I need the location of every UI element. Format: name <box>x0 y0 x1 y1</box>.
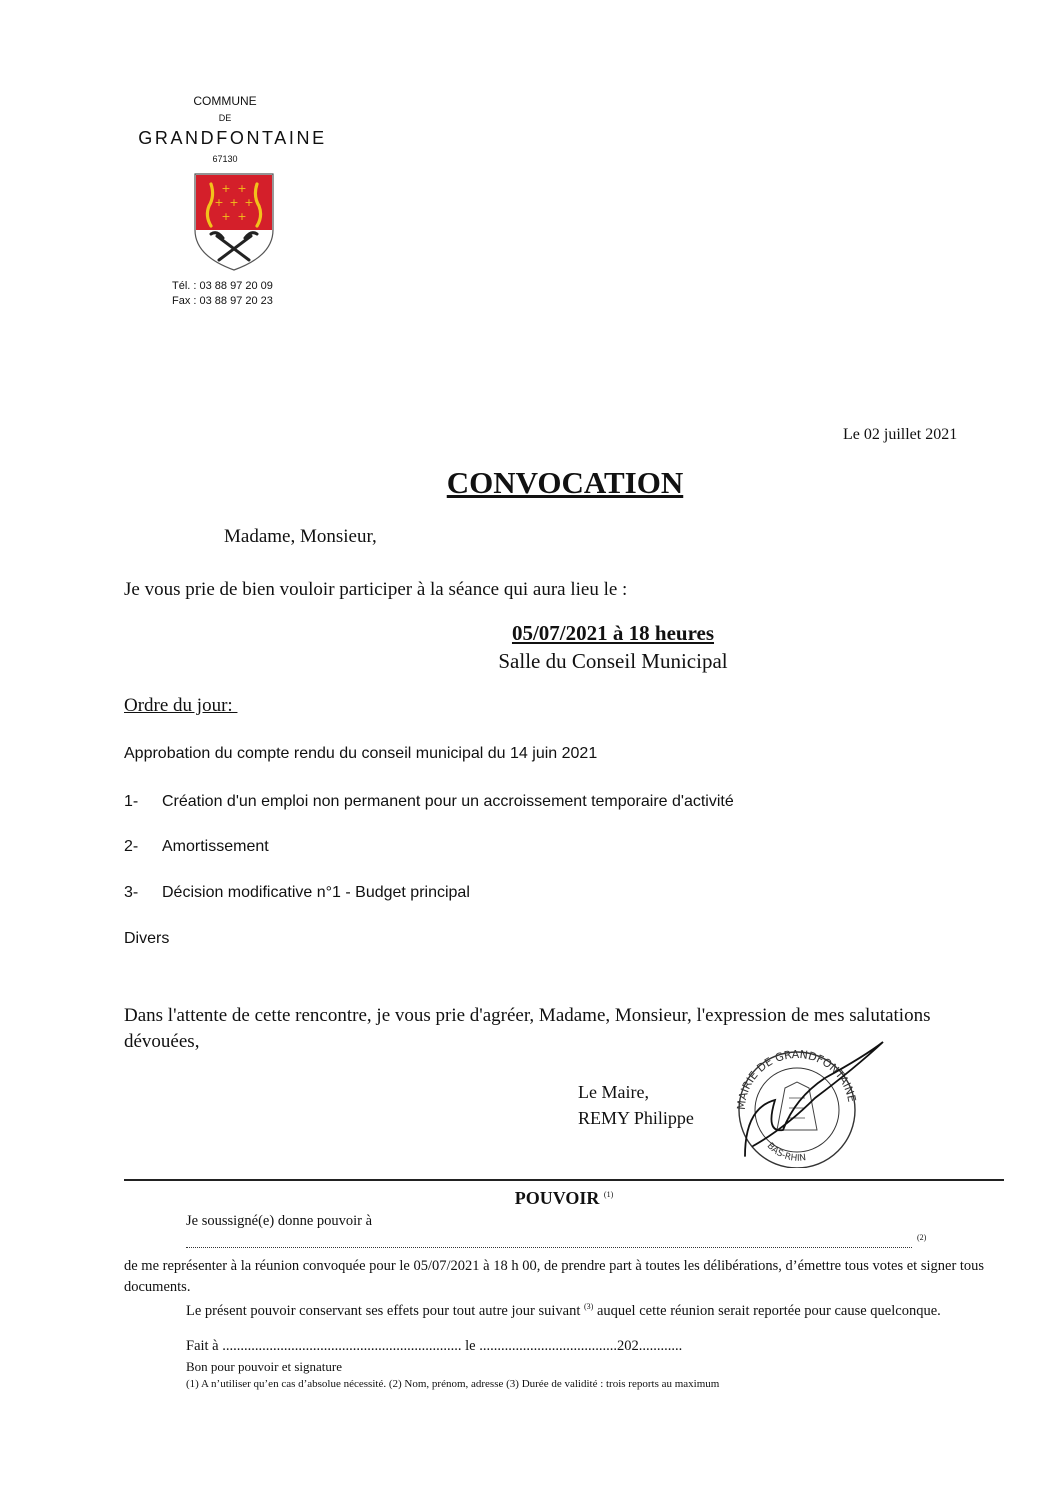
fait-a-line[interactable]: Fait à .................................................................. le ......................................202............ <box>186 1338 683 1354</box>
commune-label: COMMUNE <box>193 94 257 108</box>
svg-text:+: + <box>244 196 254 209</box>
svg-text:+: + <box>237 182 247 195</box>
coat-of-arms-icon <box>193 172 275 272</box>
meeting-datetime: 05/07/2021 à 18 heures <box>511 621 715 645</box>
svg-text:+: + <box>237 210 247 223</box>
agenda-item-text: Création d'un emploi non permanent pour un accroissement temporaire d'activité <box>162 793 734 810</box>
svg-text:+: + <box>214 196 224 209</box>
svg-text:BAS-RHIN: BAS-RHIN <box>764 1141 807 1164</box>
document-title: CONVOCATION <box>446 465 684 500</box>
agenda-item-text: Amortissement <box>162 838 269 855</box>
agenda-heading: Ordre du jour: <box>124 695 238 716</box>
footnotes: (1) A n’utiliser qu’en cas d’absolue nécessité. (2) Nom, prénom, adresse (3) Durée de validité : trois reports au maximum <box>186 1378 720 1390</box>
commune-name: GRANDFONTAINE <box>138 128 327 148</box>
agenda-item-number: 1- <box>124 793 139 810</box>
agenda-divers: Divers <box>124 930 170 947</box>
mayor-role: Le Maire, <box>578 1082 649 1102</box>
agenda-item-number: 3- <box>124 884 139 901</box>
proxy-name-field[interactable] <box>186 1235 912 1248</box>
svg-text:+: + <box>229 196 239 209</box>
pouvoir-line-2: de me représenter à la réunion convoquée pour le 05/07/2021 à 18 h 00, de prendre part à toutes les délibérations, d’émettre tous votes et signer tous documents. <box>124 1258 985 1295</box>
closing-text: Dans l'attente de cette rencontre, je vous prie d'agréer, Madame, Monsieur, l'expression de mes salutations dévouées, <box>124 1005 931 1052</box>
mayor-name: REMY Philippe <box>578 1108 694 1128</box>
commune-de: DE <box>218 113 232 123</box>
svg-text:MAIRIE DE GRANDFONTAINE: MAIRIE DE GRANDFONTAINE <box>734 1047 859 1111</box>
note-marker-3: (3) <box>583 1302 594 1311</box>
agenda-intro: Approbation du compte rendu du conseil municipal du 14 juin 2021 <box>124 745 598 762</box>
pouvoir-title-text: POUVOIR <box>514 1188 600 1208</box>
signature-block <box>578 1079 694 1131</box>
svg-text:+: + <box>221 182 231 195</box>
section-divider <box>124 1179 1004 1181</box>
pouvoir-title <box>0 1188 1059 1209</box>
intro-text: Je vous prie de bien vouloir participer à la séance qui aura lieu le : <box>124 579 628 600</box>
bon-pour-pouvoir: Bon pour pouvoir et signature <box>186 1359 342 1374</box>
note-marker-2: (2) <box>917 1233 927 1242</box>
agenda-item-text: Décision modificative n°1 - Budget principal <box>162 884 470 901</box>
mairie-stamp-icon <box>705 1038 895 1168</box>
fax-number: Fax : 03 88 97 20 23 <box>172 295 273 307</box>
svg-text:+: + <box>221 210 231 223</box>
agenda-item-number: 2- <box>124 838 139 855</box>
meeting-location: Salle du Conseil Municipal <box>498 649 728 673</box>
postal-code: 67130 <box>212 154 238 164</box>
pouvoir-line-3: Le présent pouvoir conservant ses effets pour tout autre jour suivant $^{(3)}$ auquel cette réunion serait reportée pour cause quelconque. <box>186 1302 941 1319</box>
pouvoir-title-note: (1) <box>603 1190 614 1199</box>
greeting: Madame, Monsieur, <box>224 526 377 547</box>
letter-date: Le 02 juillet 2021 <box>843 426 958 443</box>
pouvoir-line-1: Je soussigné(e) donne pouvoir à <box>186 1213 373 1229</box>
phone-number: Tél. : 03 88 97 20 09 <box>172 280 273 292</box>
